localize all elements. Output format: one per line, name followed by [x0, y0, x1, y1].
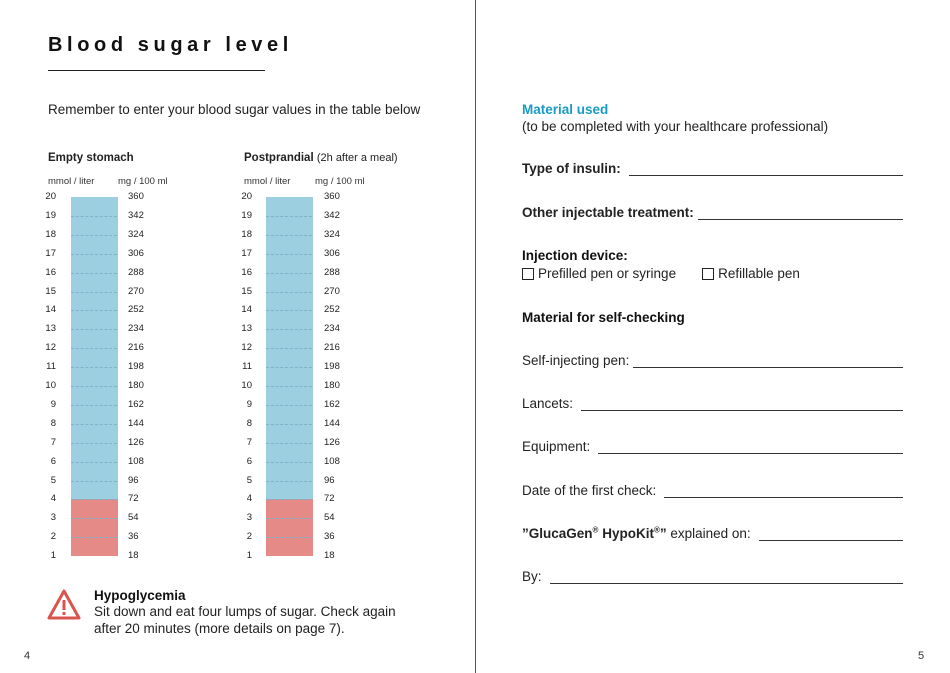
- unit-mmol-right: mmol / liter: [244, 176, 291, 187]
- option-prefilled-pen-label: Prefilled pen or syringe: [538, 266, 677, 281]
- gridline-empty-stomach: [71, 367, 117, 368]
- gridline-empty-stomach: [71, 310, 117, 311]
- tick-mmol-empty-stomach: 16: [45, 266, 56, 278]
- tick-mmol-empty-stomach: 20: [45, 191, 56, 202]
- glucagen-product-name: [522, 526, 667, 541]
- tick-mmol-empty-stomach: 19: [45, 209, 56, 221]
- gridline-empty-stomach: [71, 518, 117, 519]
- gridline-postprandial: [266, 348, 312, 349]
- glucagen-open-text: ”GlucaGen: [522, 526, 593, 541]
- tick-mg-postprandial: 234: [324, 323, 340, 335]
- first-check-date-label: Date of the first check:: [522, 483, 657, 498]
- gridline-postprandial: [266, 273, 312, 274]
- lancets-label: Lancets:: [522, 396, 574, 411]
- tick-mmol-postprandial: 9: [246, 398, 252, 410]
- equipment-field[interactable]: [522, 439, 903, 454]
- gridline-empty-stomach: [71, 254, 117, 255]
- gridline-empty-stomach: [71, 499, 117, 500]
- checkbox-refillable-pen[interactable]: [702, 268, 714, 280]
- tick-mg-postprandial: 54: [324, 512, 335, 524]
- tick-mmol-empty-stomach: 17: [45, 247, 56, 259]
- tick-mmol-empty-stomach: 13: [45, 323, 56, 335]
- gridline-empty-stomach: [71, 443, 117, 444]
- gridline-postprandial: [266, 367, 312, 368]
- tick-mmol-postprandial: 20: [241, 191, 252, 202]
- tick-mg-postprandial: 288: [324, 266, 340, 278]
- option-refillable-pen[interactable]: [702, 266, 800, 281]
- gridline-postprandial: [266, 424, 312, 425]
- column-heading-postprandial-label: Postprandial: [244, 152, 314, 164]
- tick-mg-postprandial: 360: [324, 191, 340, 202]
- other-treatment-field[interactable]: [522, 205, 903, 220]
- tick-mg-postprandial: 180: [324, 380, 340, 391]
- tick-mmol-empty-stomach: 2: [50, 531, 56, 543]
- gridline-empty-stomach: [71, 537, 117, 538]
- by-field[interactable]: [522, 569, 903, 584]
- tick-mg-empty-stomach: 252: [128, 304, 144, 316]
- glucagen-close-quote: ”: [659, 526, 667, 541]
- hypo-range-bar-empty-stomach: [71, 499, 118, 556]
- equipment-label: Equipment:: [522, 439, 591, 454]
- tick-mg-empty-stomach: 54: [128, 512, 139, 524]
- option-prefilled-pen[interactable]: [522, 266, 676, 281]
- gridline-empty-stomach: [71, 235, 117, 236]
- type-of-insulin-line[interactable]: [629, 163, 903, 176]
- gridline-empty-stomach: [71, 216, 117, 217]
- tick-mg-postprandial: 108: [324, 455, 340, 467]
- gridline-empty-stomach: [71, 462, 117, 463]
- lancets-line[interactable]: [581, 398, 903, 411]
- tick-mg-postprandial: 324: [324, 228, 340, 240]
- glucagen-line[interactable]: [759, 528, 903, 541]
- gridline-empty-stomach: [71, 405, 117, 406]
- tick-mg-postprandial: 198: [324, 361, 340, 373]
- gridline-empty-stomach: [71, 292, 117, 293]
- glucagen-label: [522, 526, 751, 541]
- tick-mmol-postprandial: 6: [246, 455, 252, 467]
- glucagen-field[interactable]: [522, 526, 903, 541]
- tick-mg-postprandial: 342: [324, 209, 340, 221]
- gridline-postprandial: [266, 329, 312, 330]
- tick-mg-empty-stomach: 306: [128, 247, 144, 259]
- gridline-postprandial: [266, 518, 312, 519]
- tick-mmol-postprandial: 8: [246, 417, 252, 429]
- gridline-postprandial: [266, 216, 312, 217]
- material-used-note: (to be completed with your healthcare professional): [522, 119, 829, 134]
- unit-mg-left: mg / 100 ml: [118, 176, 168, 187]
- tick-mg-postprandial: 306: [324, 247, 340, 259]
- unit-mg-right: mg / 100 ml: [315, 176, 365, 187]
- tick-mg-postprandial: 96: [324, 474, 335, 486]
- column-heading-postprandial: [244, 152, 398, 164]
- tick-mmol-postprandial: 4: [246, 493, 252, 505]
- tick-mmol-postprandial: 14: [241, 304, 252, 316]
- column-heading-postprandial-note: (2h after a meal): [316, 152, 398, 164]
- option-refillable-pen-label: Refillable pen: [718, 266, 800, 281]
- tick-mg-postprandial: 270: [324, 285, 340, 297]
- tick-mmol-postprandial: 18: [241, 228, 252, 240]
- tick-mg-empty-stomach: 96: [128, 474, 139, 486]
- tick-mg-empty-stomach: 108: [128, 455, 144, 467]
- intro-text: Remember to enter your blood sugar values in the table below: [48, 102, 421, 117]
- tick-mg-postprandial: 72: [324, 493, 335, 505]
- tick-mg-postprandial: 144: [324, 417, 340, 429]
- glucagen-hypokit-text: HypoKit: [598, 526, 654, 541]
- tick-mg-empty-stomach: 324: [128, 228, 144, 240]
- tick-mg-empty-stomach: 270: [128, 285, 144, 297]
- tick-mmol-postprandial: 13: [241, 323, 252, 335]
- tick-mmol-empty-stomach: 5: [50, 474, 56, 486]
- gridline-postprandial: [266, 386, 312, 387]
- tick-mmol-postprandial: 16: [241, 266, 252, 278]
- tick-mg-empty-stomach: 360: [128, 191, 144, 202]
- page-divider: [475, 0, 476, 673]
- gridline-empty-stomach: [71, 386, 117, 387]
- tick-mg-empty-stomach: 144: [128, 417, 144, 429]
- tick-mmol-postprandial: 19: [241, 209, 252, 221]
- tick-mg-postprandial: 18: [324, 550, 335, 562]
- by-label: By:: [522, 569, 542, 584]
- tick-mg-empty-stomach: 162: [128, 398, 144, 410]
- title-underline: [48, 70, 265, 71]
- gridline-empty-stomach: [71, 481, 117, 482]
- other-treatment-line[interactable]: [698, 207, 903, 220]
- gridline-postprandial: [266, 310, 312, 311]
- tick-mg-empty-stomach: 36: [128, 531, 139, 543]
- injection-device-options: [522, 266, 826, 281]
- tick-mg-postprandial: 216: [324, 342, 340, 354]
- tick-mmol-empty-stomach: 3: [50, 512, 56, 524]
- tick-mg-empty-stomach: 18: [128, 550, 139, 562]
- tick-mmol-postprandial: 5: [246, 474, 252, 486]
- tick-mmol-empty-stomach: 18: [45, 228, 56, 240]
- tick-mmol-postprandial: 17: [241, 247, 252, 259]
- gridline-postprandial: [266, 443, 312, 444]
- page-title: Blood sugar level: [48, 34, 293, 56]
- self-checking-heading: Material for self-checking: [522, 310, 685, 325]
- gridline-postprandial: [266, 405, 312, 406]
- page-number-right: 5: [918, 650, 925, 662]
- gridline-postprandial: [266, 499, 312, 500]
- self-injecting-pen-label: Self-injecting pen:: [522, 353, 630, 368]
- gridline-empty-stomach: [71, 273, 117, 274]
- tick-mmol-postprandial: 1: [246, 550, 252, 562]
- tick-mmol-empty-stomach: 9: [50, 398, 56, 410]
- tick-mg-empty-stomach: 288: [128, 266, 144, 278]
- page-number-left: 4: [24, 650, 31, 662]
- column-heading-empty-stomach: [48, 152, 134, 164]
- tick-mmol-empty-stomach: 6: [50, 455, 56, 467]
- tick-mg-empty-stomach: 234: [128, 323, 144, 335]
- tick-mg-empty-stomach: 216: [128, 342, 144, 354]
- self-injecting-pen-field[interactable]: [522, 353, 903, 368]
- first-check-date-field[interactable]: [522, 483, 903, 498]
- tick-mg-postprandial: 162: [324, 398, 340, 410]
- tick-mmol-empty-stomach: 7: [50, 436, 56, 448]
- tick-mg-postprandial: 126: [324, 436, 340, 448]
- other-treatment-label: Other injectable treatment:: [522, 205, 694, 220]
- type-of-insulin-field[interactable]: [522, 161, 903, 176]
- glucagen-explained-text: explained on:: [666, 526, 751, 541]
- warning-icon: [46, 588, 82, 622]
- gridline-empty-stomach: [71, 424, 117, 425]
- hypokit-registered-mark: ®: [653, 525, 660, 535]
- gridline-postprandial: [266, 481, 312, 482]
- tick-mmol-empty-stomach: 10: [45, 380, 56, 391]
- gridline-postprandial: [266, 292, 312, 293]
- tick-mmol-empty-stomach: 14: [45, 304, 56, 316]
- gridline-postprandial: [266, 462, 312, 463]
- tick-mg-empty-stomach: 342: [128, 209, 144, 221]
- tick-mmol-postprandial: 7: [246, 436, 252, 448]
- tick-mmol-postprandial: 3: [246, 512, 252, 524]
- tick-mmol-empty-stomach: 11: [46, 361, 56, 373]
- gridline-postprandial: [266, 537, 312, 538]
- gridline-postprandial: [266, 235, 312, 236]
- tick-mg-empty-stomach: 72: [128, 493, 139, 505]
- tick-mmol-empty-stomach: 12: [45, 342, 56, 354]
- hypo-range-bar-postprandial: [266, 499, 313, 556]
- checkbox-prefilled-pen[interactable]: [522, 268, 534, 280]
- first-check-date-line[interactable]: [664, 485, 903, 498]
- equipment-line[interactable]: [598, 441, 903, 454]
- tick-mmol-empty-stomach: 4: [50, 493, 56, 505]
- gridline-empty-stomach: [71, 329, 117, 330]
- type-of-insulin-label: Type of insulin:: [522, 161, 621, 176]
- material-used-heading: Material used: [522, 102, 609, 117]
- tick-mg-postprandial: 36: [324, 531, 335, 543]
- tick-mg-empty-stomach: 198: [128, 361, 144, 373]
- lancets-field[interactable]: [522, 396, 903, 411]
- tick-mmol-postprandial: 2: [246, 531, 252, 543]
- tick-mmol-postprandial: 12: [241, 342, 252, 354]
- gridline-postprandial: [266, 254, 312, 255]
- column-heading-empty-stomach-label: Empty stomach: [48, 152, 134, 164]
- by-line[interactable]: [550, 571, 903, 584]
- tick-mmol-empty-stomach: 8: [50, 417, 56, 429]
- tick-mmol-empty-stomach: 1: [50, 550, 56, 562]
- tick-mmol-postprandial: 15: [241, 285, 252, 297]
- unit-mmol-left: mmol / liter: [48, 176, 95, 187]
- tick-mg-empty-stomach: 180: [128, 380, 144, 391]
- hypoglycemia-title: Hypoglycemia: [94, 588, 186, 603]
- self-injecting-pen-line[interactable]: [633, 355, 903, 368]
- tick-mg-empty-stomach: 126: [128, 436, 144, 448]
- injection-device-heading: Injection device:: [522, 248, 628, 263]
- gridline-empty-stomach: [71, 348, 117, 349]
- tick-mmol-postprandial: 10: [241, 380, 252, 391]
- hypoglycemia-instructions: Sit down and eat four lumps of sugar. Check again after 20 minutes (more details on page 7).: [94, 604, 396, 636]
- tick-mmol-postprandial: 11: [242, 361, 252, 373]
- tick-mmol-empty-stomach: 15: [45, 285, 56, 297]
- tick-mg-postprandial: 252: [324, 304, 340, 316]
- glucagen-registered-mark: ®: [592, 525, 599, 535]
